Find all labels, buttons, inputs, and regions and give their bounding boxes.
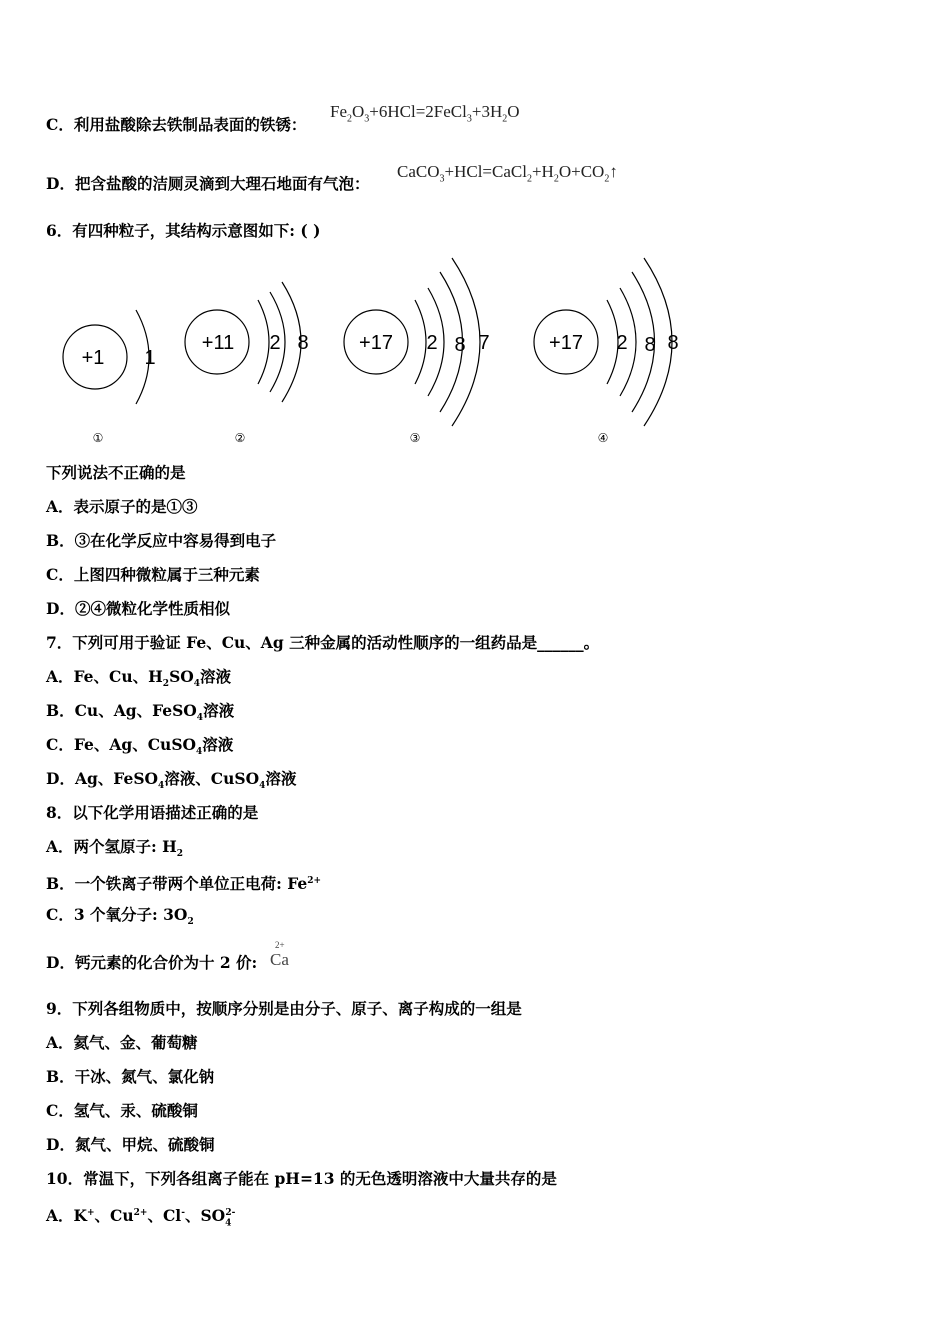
q5-d-equation: $CaCO_3+HCl=CaCl_2+H_2O+CO_2↑$ [397, 162, 618, 185]
q6-option-c: C．上图四种微粒属于三种元素 [46, 565, 260, 584]
q8-option-d: D．钙元素的化合价为十 2 价: [46, 953, 258, 972]
shell-count: 7 [478, 332, 490, 354]
q5-option-d-text: D．把含盐酸的洁厕灵滴到大理石地面有气泡： [46, 174, 370, 193]
q9-stem: 9．下列各组物质中，按顺序分别是由分子、原子、离子构成的一组是 [46, 999, 522, 1018]
shell-count: 8 [667, 332, 679, 354]
q5-option-d [46, 174, 369, 194]
q8-option-a: A．两个氢原子: $H_2$ [46, 837, 184, 860]
particle-label-4: ④ [597, 431, 609, 445]
particle-label-3: ③ [409, 431, 421, 445]
q8-stem: 8．以下化学用语描述正确的是 [46, 803, 259, 822]
particle-label-1: ① [92, 431, 104, 445]
q9-option-a: A．氦气、金、葡萄糖 [46, 1033, 198, 1052]
nucleus-label-2: +11 [201, 332, 235, 354]
q6-stem: 6．有四种粒子，其结构示意图如下: ( ) [46, 221, 321, 240]
atomic-structure-diagram [40, 250, 720, 450]
q9-option-c: C．氢气、汞、硫酸铜 [46, 1101, 198, 1120]
calcium-symbol: Ca [270, 950, 289, 969]
shell-count: 8 [297, 332, 309, 354]
shell-arc [415, 300, 426, 384]
q6-prompt: 下列说法不正确的是 [46, 463, 186, 482]
q9-option-b: B．干冰、氮气、氯化钠 [46, 1067, 215, 1086]
shell-count: 2 [269, 332, 281, 354]
nucleus-label-1: +1 [81, 347, 105, 369]
nucleus-label-4: +17 [549, 332, 583, 354]
q7-option-a: A．Fe、Cu、$H_2SO_4$溶液 [46, 667, 232, 690]
particle-label-2: ② [234, 431, 246, 445]
shell-count: 8 [644, 334, 656, 356]
shell-arc [258, 300, 269, 384]
q8-option-b: B．一个铁离子带两个单位正电荷: $Fe^{2+}$ [46, 874, 322, 894]
q10-option-a: A．K+、$Cu^{2+}$、Cl-、$SO_4^{2-}$ [46, 1206, 236, 1229]
q6-option-d: D．②④微粒化学性质相似 [46, 599, 230, 618]
q7-option-d: D．Ag、FeSO$_4$溶液、CuSO$_4$溶液 [46, 769, 297, 792]
shell-count: 2 [426, 332, 438, 354]
q7-option-c: C．Fe、Ag、CuSO$_4$溶液 [46, 735, 234, 758]
shell-count: 1 [144, 347, 156, 369]
q5-option-c-text: C．利用盐酸除去铁制品表面的铁锈： [46, 115, 307, 134]
shell-count: 8 [454, 334, 466, 356]
q6-option-a: A．表示原子的是①③ [46, 497, 198, 516]
q8-option-c: C．3 个氧分子: $3O_2$ [46, 905, 194, 928]
q9-option-d: D．氮气、甲烷、硫酸铜 [46, 1135, 215, 1154]
q7-option-b: B．Cu、Ag、FeSO$_4$溶液 [46, 701, 235, 724]
shell-count: 2 [616, 332, 628, 354]
valence-superscript: 2+ [275, 940, 285, 950]
q10-stem: 10．常温下，下列各组离子能在 pH=13 的无色透明溶液中大量共存的是 [46, 1169, 557, 1188]
nucleus-label-3: +17 [359, 332, 393, 354]
q6-option-b: B．③在化学反应中容易得到电子 [46, 531, 277, 550]
q5-c-equation: $Fe_2O_3+6HCl=2FeCl_3+3H_2O$ [330, 102, 520, 125]
q5-option-c [46, 115, 306, 135]
q7-stem: 7．下列可用于验证 Fe、Cu、Ag 三种金属的活动性顺序的一组药品是______。 [46, 633, 600, 652]
